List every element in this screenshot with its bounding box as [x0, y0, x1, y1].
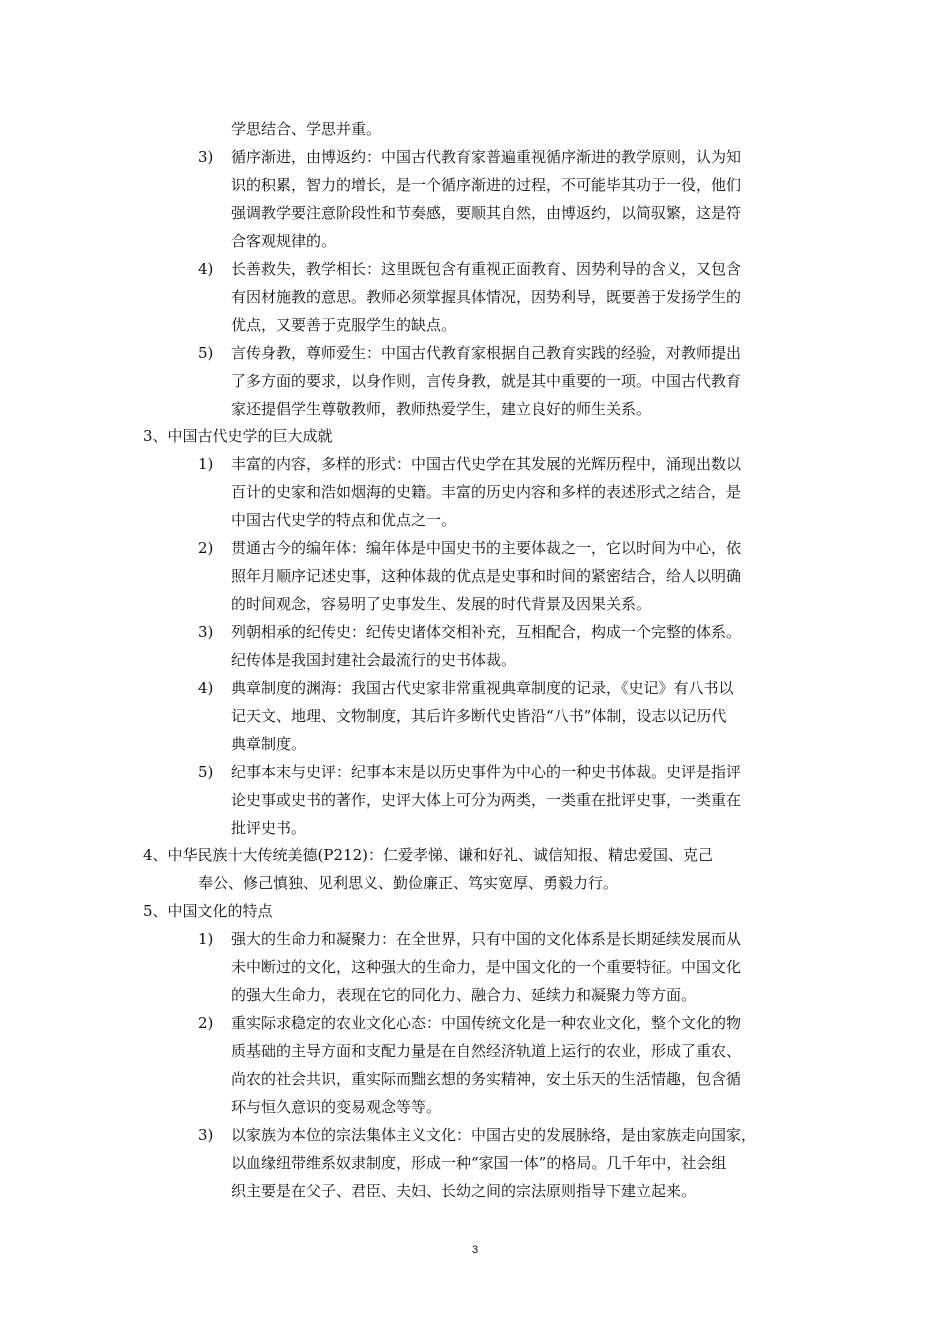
body-line: 重实际求稳定的农业文化心态：中国传统文化是一种农业文化，整个文化的物 [231, 1014, 742, 1032]
item-number: 5) [198, 344, 214, 362]
body-line: 批评史书。 [231, 819, 307, 837]
body-line: 以家族为本位的宗法集体主义文化：中国古史的发展脉络，是由家族走向国家， [231, 1126, 757, 1144]
section-heading: 4、中华民族十大传统美德(P212)：仁爱孝悌、谦和好礼、诚信知报、精忠爱国、克己 [143, 846, 713, 864]
body-line: 优点，又要善于克服学生的缺点。 [231, 316, 457, 334]
item-number: 2) [198, 539, 214, 557]
body-line: 质基础的主导方面和支配力量是在自然经济轨道上运行的农业，形成了重农、 [231, 1042, 742, 1060]
item-number: 3) [198, 1126, 214, 1144]
body-line: 纪传体是我国封建社会最流行的史书体裁。 [231, 651, 517, 669]
body-line: 丰富的内容，多样的形式：中国古代史学在其发展的光辉历程中，涌现出数以 [231, 455, 742, 473]
body-line: 了多方面的要求，以身作则，言传身教，就是其中重要的一项。中国古代教育 [231, 372, 742, 390]
body-line: 言传身教，尊师爱生：中国古代教育家根据自己教育实践的经验，对教师提出 [231, 344, 742, 362]
body-line: 百计的史家和浩如烟海的史籍。丰富的历史内容和多样的表述形式之结合，是 [231, 483, 742, 501]
body-line: 列朝相承的纪传史：纪传史诸体交相补充，互相配合，构成一个完整的体系。 [231, 623, 742, 641]
body-line: 纪事本末与史评：纪事本末是以历史事件为中心的一种史书体裁。史评是指评 [231, 763, 742, 781]
body-line: 典章制度。 [231, 735, 307, 753]
item-number: 4) [198, 679, 214, 697]
body-line: 合客观规律的。 [231, 232, 337, 250]
item-number: 4) [198, 260, 214, 278]
body-line: 有因材施教的意思。教师必须掌握具体情况，因势利导，既要善于发扬学生的 [231, 288, 742, 306]
item-number: 3) [198, 148, 214, 166]
body-line: 奉公、修己慎独、见利思义、勤俭廉正、笃实宽厚、勇毅力行。 [198, 874, 619, 892]
page-number: 3 [471, 1244, 479, 1256]
item-number: 1) [198, 930, 214, 948]
body-line: 典章制度的渊海：我国古代史家非常重视典章制度的记录，《史记》有八书以 [231, 679, 734, 697]
item-number: 3) [198, 623, 214, 641]
body-line: 论史事或史书的著作，史评大体上可分为两类，一类重在批评史事，一类重在 [231, 791, 742, 809]
body-line: 长善救失，教学相长：这里既包含有重视正面教育、因势利导的含义，又包含 [231, 260, 742, 278]
body-line: 的强大生命力，表现在它的同化力、融合力、延续力和凝聚力等方面。 [231, 986, 697, 1004]
body-line: 环与恒久意识的变易观念等等。 [231, 1098, 442, 1116]
body-line: 未中断过的文化，这种强大的生命力，是中国文化的一个重要特征。中国文化 [231, 958, 742, 976]
body-line: 强大的生命力和凝聚力：在全世界，只有中国的文化体系是长期延续发展而从 [231, 930, 742, 948]
body-line: 中国古代史学的特点和优点之一。 [231, 511, 457, 529]
body-line: 尚农的社会共识，重实际而黜玄想的务实精神，安土乐天的生活情趣，包含循 [231, 1070, 742, 1088]
item-number: 2) [198, 1014, 214, 1032]
body-line: 的时间观念，容易明了史事发生、发展的时代背景及因果关系。 [231, 595, 652, 613]
body-line: 以血缘纽带维系奴隶制度，形成一种“家国一体”的格局。几千年中，社会组 [231, 1154, 727, 1172]
item-number: 5) [198, 763, 214, 781]
item-number: 1) [198, 455, 214, 473]
body-line: 识的积累，智力的增长，是一个循序渐进的过程，不可能毕其功于一役，他们 [231, 176, 742, 194]
body-line: 织主要是在父子、君臣、夫妇、长幼之间的宗法原则指导下建立起来。 [231, 1182, 697, 1200]
section-heading: 3、中国古代史学的巨大成就 [143, 427, 333, 445]
body-line: 照年月顺序记述史事，这种体裁的优点是史事和时间的紧密结合，给人以明确 [231, 567, 742, 585]
section-heading: 5、中国文化的特点 [143, 902, 273, 920]
body-line: 强调教学要注意阶段性和节奏感，要顺其自然，由博返约，以简驭繁，这是符 [231, 204, 742, 222]
body-line: 贯通古今的编年体：编年体是中国史书的主要体裁之一，它以时间为中心，依 [231, 539, 742, 557]
body-line: 学思结合、学思并重。 [231, 120, 382, 138]
body-line: 记天文、地理、文物制度，其后许多断代史皆沿“八书”体制，设志以记历代 [231, 707, 727, 725]
body-line: 家还提倡学生尊敬教师，教师热爱学生，建立良好的师生关系。 [231, 400, 652, 418]
body-line: 循序渐进，由博返约：中国古代教育家普遍重视循序渐进的教学原则，认为知 [231, 148, 742, 166]
